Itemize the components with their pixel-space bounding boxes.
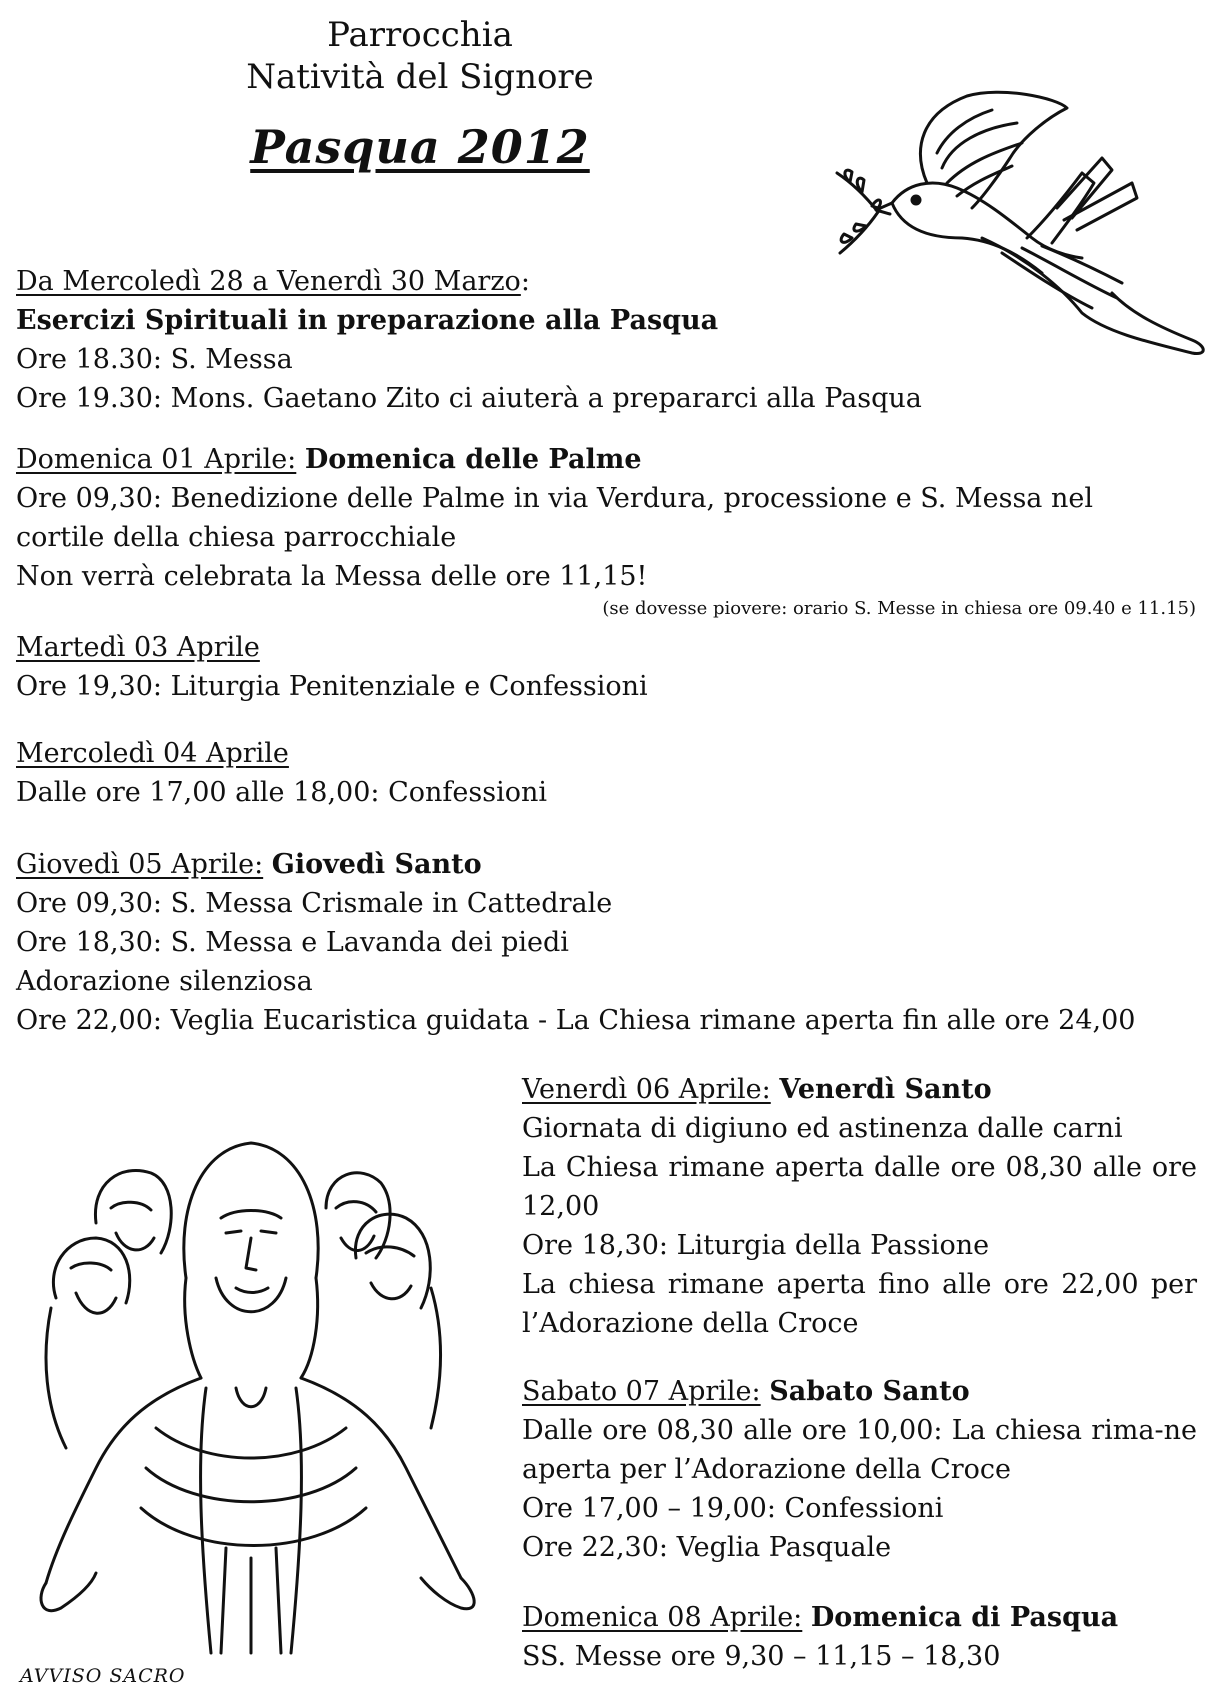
parish-name-line1: Parrocchia <box>327 15 513 55</box>
page-title: Pasqua 2012 <box>250 120 590 174</box>
section-line: Giornata di digiuno ed astinenza dalle carni <box>522 1113 1123 1144</box>
section-line: Ore 19.30: Mons. Gaetano Zito ci aiuterà a prepararci alla Pasqua <box>16 383 922 414</box>
section-line: Ore 18,30: Liturgia della Passione <box>522 1230 990 1261</box>
schedule-section-mercoledi <box>16 734 547 812</box>
section-date: Venerdì 06 Aprile: <box>522 1074 771 1105</box>
schedule-section-palme <box>16 440 1196 622</box>
section-line: Adorazione silenziosa <box>16 966 313 997</box>
section-line: Ore 18.30: S. Messa <box>16 344 293 375</box>
section-line: Ore 18,30: S. Messa e Lavanda dei piedi <box>16 927 569 958</box>
section-line: Non verrà celebrata la Messa delle ore 11,15! <box>16 561 648 592</box>
section-line: Ore 22,30: Veglia Pasquale <box>522 1532 892 1563</box>
page-header <box>200 14 640 174</box>
risen-jesus-illustration <box>36 1128 496 1658</box>
section-date: Domenica 01 Aprile: <box>16 444 297 475</box>
schedule-section-venerdi <box>522 1070 1197 1343</box>
section-line: SS. Messe ore 9,30 – 11,15 – 18,30 <box>522 1641 1001 1672</box>
section-line: Esercizi Spirituali in preparazione alla Pasqua <box>16 305 719 336</box>
section-date: Domenica 08 Aprile: <box>522 1602 803 1633</box>
section-line: Ore 19,30: Liturgia Penitenziale e Confessioni <box>16 671 648 702</box>
schedule-section-sabato <box>522 1372 1197 1567</box>
section-date: Sabato 07 Aprile: <box>522 1376 761 1407</box>
footer-notice: AVVISO SACRO <box>20 1665 186 1687</box>
section-date: Mercoledì 04 Aprile <box>16 738 289 769</box>
schedule-section-pasqua <box>522 1598 1197 1676</box>
section-event: Domenica di Pasqua <box>810 1602 1119 1633</box>
section-line: Ore 09,30: S. Messa Crismale in Cattedrale <box>16 888 613 919</box>
section-line: La chiesa rimane aperta fino alle ore 22,00 per l’Adorazione della Croce <box>522 1269 1197 1339</box>
section-line: La Chiesa rimane aperta dalle ore 08,30 alle ore 12,00 <box>522 1152 1197 1222</box>
section-date-suffix: : <box>520 266 530 297</box>
section-event: Giovedì Santo <box>271 849 482 880</box>
parish-name-line2: Natività del Signore <box>246 57 594 97</box>
schedule-section-giovedi <box>16 845 1135 1040</box>
section-event: Sabato Santo <box>769 1376 970 1407</box>
section-event: Domenica delle Palme <box>304 444 642 475</box>
schedule-section-esercizi <box>16 262 922 418</box>
section-date: Giovedì 05 Aprile: <box>16 849 264 880</box>
section-event: Venerdì Santo <box>779 1074 992 1105</box>
section-line: Ore 17,00 – 19,00: Confessioni <box>522 1493 944 1524</box>
section-line: Dalle ore 17,00 alle 18,00: Confessioni <box>16 777 547 808</box>
rain-note: (se dovesse piovere: orario S. Messe in chiesa ore 09.40 e 11.15) <box>602 598 1196 619</box>
section-line: Ore 22,00: Veglia Eucaristica guidata - La Chiesa rimane aperta fin alle ore 24,00 <box>16 1005 1136 1036</box>
section-date: Martedì 03 Aprile <box>16 632 260 663</box>
section-line: Ore 09,30: Benedizione delle Palme in via Verdura, processione e S. Messa nel <box>16 483 1093 514</box>
section-date: Da Mercoledì 28 a Venerdì 30 Marzo <box>16 266 521 297</box>
section-line: Dalle ore 08,30 alle ore 10,00: La chiesa rima-ne aperta per l’Adorazione della Croce <box>522 1415 1197 1485</box>
schedule-section-martedi <box>16 628 648 706</box>
section-line: cortile della chiesa parrocchiale <box>16 522 457 553</box>
